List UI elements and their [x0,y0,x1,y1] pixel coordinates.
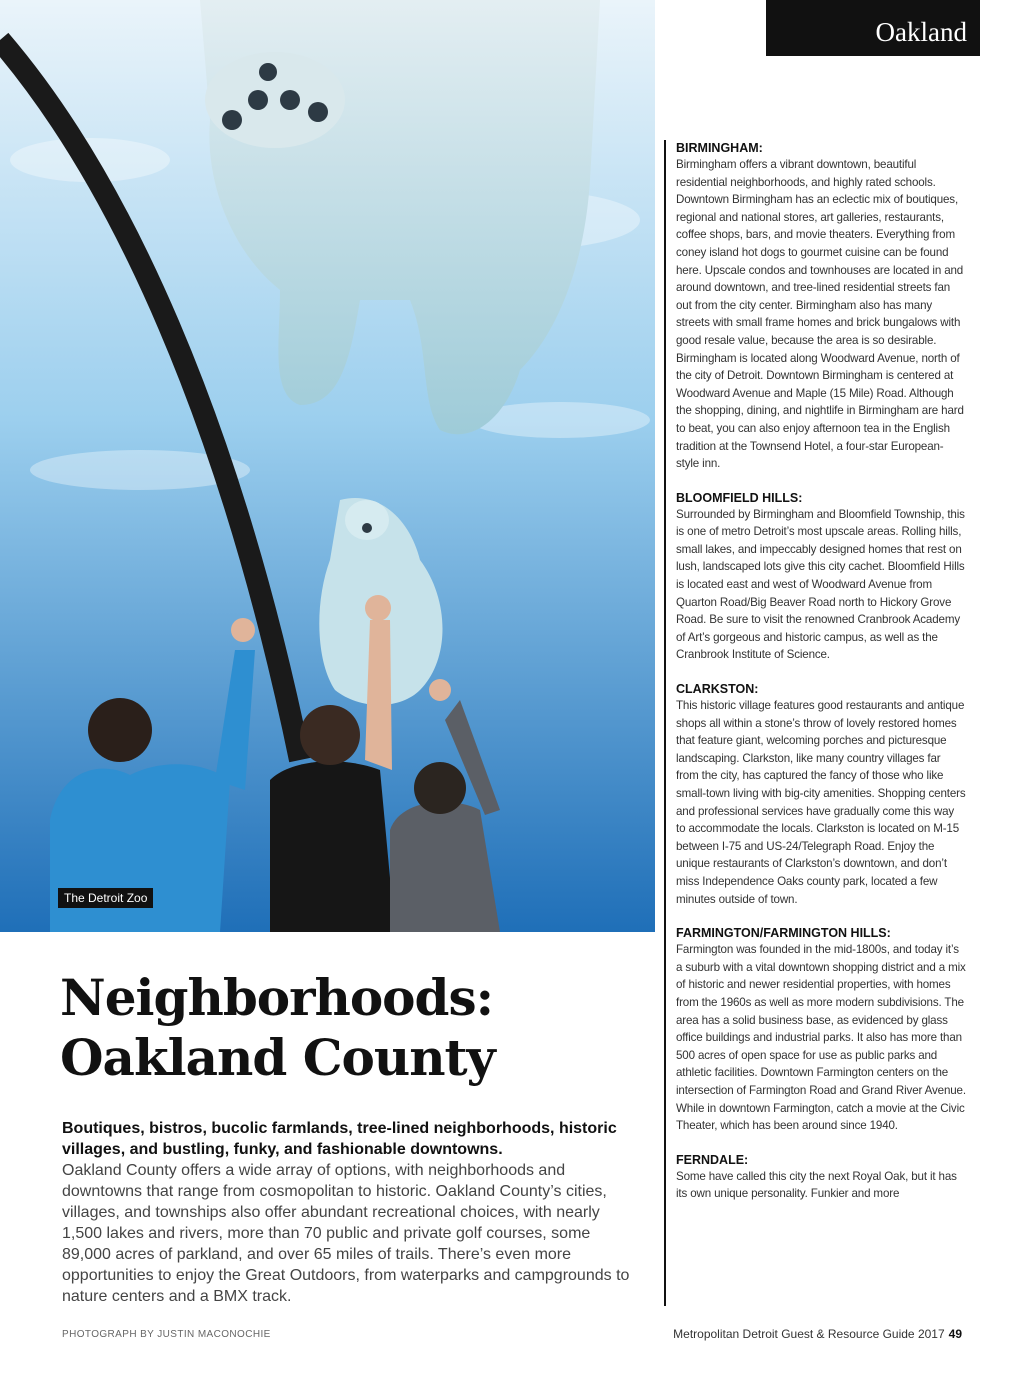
photo-credit: PHOTOGRAPH BY JUSTIN MACONOCHIE [62,1329,271,1340]
neighborhood-column [664,140,966,1306]
entry-heading: BLOOMFIELD HILLS: [676,490,803,505]
entry-ferndale [676,1152,966,1203]
zoo-illustration [0,0,655,932]
hero-photo-polar-bear-tunnel [0,0,655,932]
entry-text: Some have called this city the next Royal Oak, but it has its own unique personality. Funkier and more [676,1169,957,1201]
title-line-1: Neighborhoods: [60,968,494,1027]
intro-block [62,1118,642,1307]
entry-text: This historic village features good restaurants and antique shops all within a stone’s throw of lovely restored homes that feature giant, welcoming porches and picturesque landscaping. Clarkston, like many country villages far from the city, has captured the fancy of those who like small-town living with big-city amenities. Shopping centers and professional services have gradually come this way to accommodate the locals. Clarkston is located on M-15 between I-75 and US-24/Telegraph Road. Enjoy the unique restaurants of Clarkston’s downtown, and don’t miss Independence Oaks county park, located a few minutes outside of town. [676,699,966,906]
section-tab: Oakland [766,0,980,56]
entry-heading: BIRMINGHAM: [676,141,763,155]
intro-body: Oakland County offers a wide array of options, with neighborhoods and downtowns that range from cosmopolitan to historic. Oakland County’s cities, villages, and townships also offer abundant recreational choices, with nearly 1,500 lakes and rivers, more than 70 public and private golf courses, some 89,000 acres of parkland, and over 65 miles of trails. There’s even more opportunities to enjoy the Great Outdoors, from waterparks and campgrounds to nature centers and a BMX track. [62,1162,630,1305]
entry-text: Surrounded by Birmingham and Bloomfield Township, this is one of metro Detroit’s most upscale areas. Rolling hills, small lakes, and impeccably designed homes that rest on lush, landscaped lots give this city cachet. Bloomfield Hills is located east and west of Woodward Avenue from Quarton Road/Big Beaver Road north to Hickory Grove Road. Be sure to visit the renowned Cranbrook Academy of Art’s gorgeous and historic campus, as well as the Cranbrook Institute of Science. [676,507,965,662]
page-number: 49 [948,1327,962,1341]
entry-heading: FERNDALE: [676,1152,749,1167]
publication-title: Metropolitan Detroit Guest & Resource Guide 2017 [673,1327,945,1341]
entry-heading: CLARKSTON: [676,682,759,697]
title-line-2: Oakland County [60,1028,495,1087]
intro-deck: Boutiques, bistros, bucolic farmlands, tree-lined neighborhoods, historic villages, and bustling, funky, and fashionable downtowns. [62,1120,617,1158]
entry-clarkston [676,681,966,908]
page-title [60,968,620,1088]
entry-farmington [676,925,966,1135]
page-footer [673,1327,962,1341]
entry-bloomfield-hills [676,490,966,664]
entry-text: Farmington was founded in the mid-1800s, and today it’s a suburb with a vital downtown shopping district and a mix of historic and newer residential properties, with homes from the 1960s as well as more modern subdivisions. The area has a solid business base, as evidenced by glass office buildings and industrial parks. It also has more than 500 acres of open space for use as public parks and athletic facilities. Downtown Farmington centers on the intersection of Farmington Road and Grand River Avenue. While in downtown Farmington, catch a movie at the Civic Theater, which has been around since 1940. [676,943,966,1133]
entry-birmingham [676,140,966,473]
entry-text: Birmingham offers a vibrant downtown, beautiful residential neighborhoods, and highly rated schools. Downtown Birmingham has an eclectic mix of boutiques, regional and national stores, art galleries, restaurants, coffee shops, bars, and movie theaters. Everything from coney island hot dogs to gourmet cuisine can be found here. Upscale condos and townhouses are located in and around downtown, and tree-lined residential streets fan out from the city center. Birmingham also has many streets with small frame homes and brick bungalows with good resale value, because the area is so desirable. Birmingham is located along Woodward Avenue, north of the city of Detroit. Downtown Birmingham is centered at Woodward Avenue and Maple (15 Mile) Road. Although the shopping, dining, and nightlife in Birmingham are hard to beat, you can also enjoy afternoon tea in the English tradition at the Townsend Hotel, a four-star European-style inn. [676,158,964,471]
photo-caption: The Detroit Zoo [58,888,153,908]
entry-heading: FARMINGTON/FARMINGTON HILLS: [676,926,891,941]
